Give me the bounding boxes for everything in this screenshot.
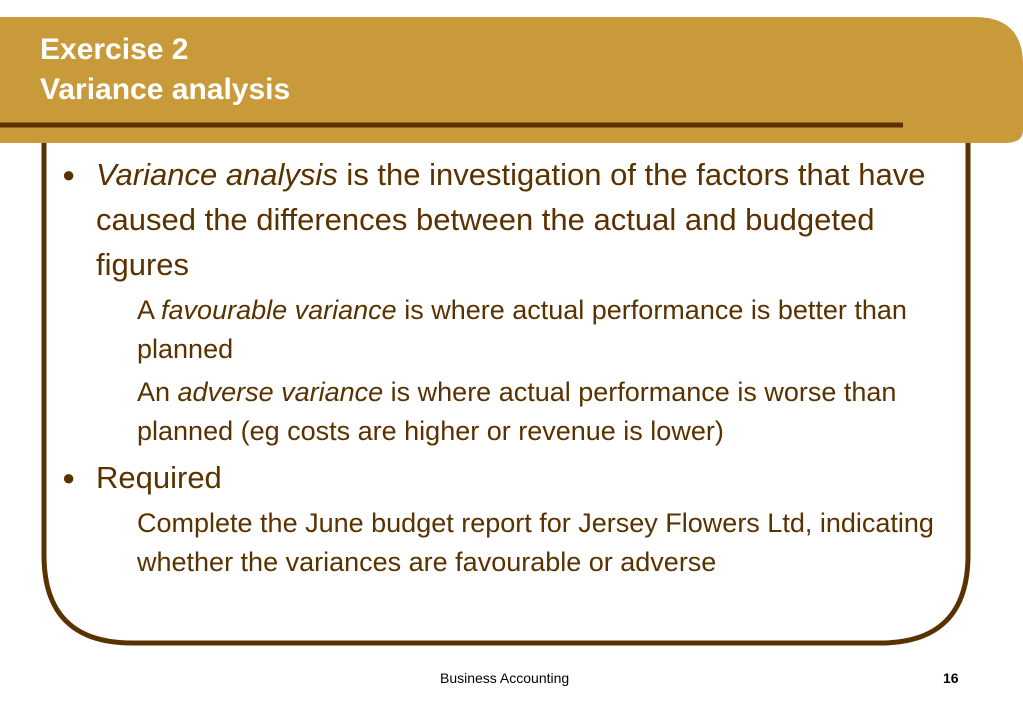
bullet-dot-icon: ● bbox=[62, 162, 76, 187]
page-number: 16 bbox=[943, 670, 959, 686]
title-line-1: Exercise 2 bbox=[40, 33, 189, 66]
term-favourable-variance: favourable variance bbox=[161, 295, 397, 325]
subbullet-text: Complete the June budget report for Jersey Flowers Ltd, indicating whether the variances are favourable or adverse bbox=[137, 508, 934, 577]
slide-body bbox=[60, 152, 965, 586]
subbullet-complete-report bbox=[60, 504, 965, 582]
term-adverse-variance: adverse variance bbox=[177, 377, 384, 407]
subbullet-adverse bbox=[60, 373, 965, 451]
subbullet-prefix: An bbox=[137, 377, 178, 407]
bullet-text: Required bbox=[96, 460, 222, 495]
slide-title bbox=[40, 30, 290, 110]
bullet-variance-analysis bbox=[60, 152, 965, 287]
bullet-required bbox=[60, 455, 965, 500]
subbullet-text: is where actual performance is better than planned bbox=[137, 295, 907, 364]
title-line-2: Variance analysis bbox=[40, 73, 291, 106]
subbullet-text: is where actual performance is worse than planned (eg costs are higher or revenue is lower) bbox=[137, 377, 897, 446]
bullet-text: is the investigation of the factors that have caused the differences between the actual and budgeted figures bbox=[96, 157, 926, 282]
term-variance-analysis: Variance analysis bbox=[96, 157, 338, 192]
subbullet-favourable bbox=[60, 291, 965, 369]
footer-label: Business Accounting bbox=[440, 670, 570, 686]
bullet-dot-icon: ● bbox=[62, 465, 76, 490]
subbullet-prefix: A bbox=[137, 295, 162, 325]
